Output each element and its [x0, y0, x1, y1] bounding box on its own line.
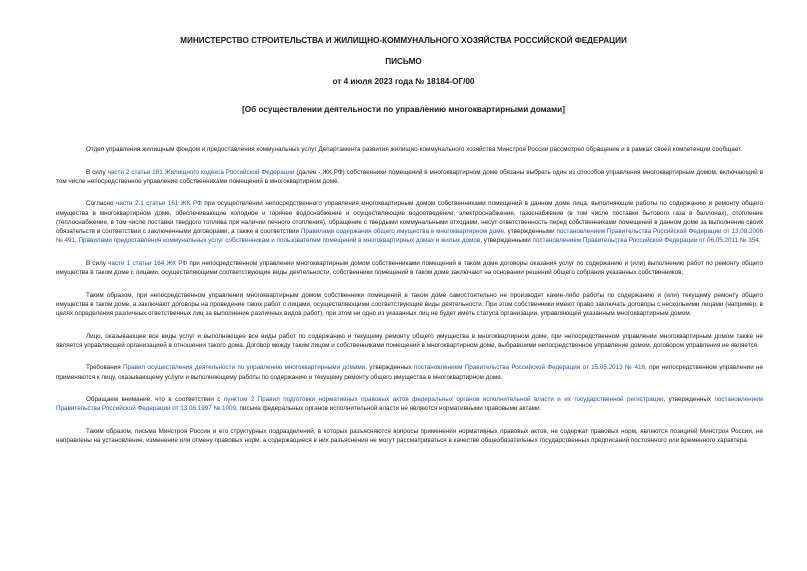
paragraph-3 — [56, 199, 763, 245]
ministry-title: МИНИСТЕРСТВО СТРОИТЕЛЬСТВА И ЖИЛИЩНО-КОММУНАЛЬНОГО ХОЗЯЙСТВА РОССИЙСКОЙ ФЕДЕРАЦИИ — [180, 36, 627, 45]
paragraph-text: Обращаем внимание, что в соответствии с — [86, 396, 224, 404]
legal-reference-link[interactable]: части 2 статьи 161 Жилищного кодекса Российской Федерации — [107, 168, 295, 176]
paragraph-text: , — [75, 237, 79, 245]
paragraph-text: , при непосредственном управлении не применяются к лицу, оказывающему услуги и выполняющему работы по содержанию и текущему ремонту общего имущества в многоквартирном доме. — [56, 364, 763, 381]
paragraph-9 — [56, 427, 763, 445]
paragraph-text: , утвержденных — [663, 396, 715, 404]
paragraph-text: Таким образом, при непосредственном управлении многоквартирным домом собственники помещений в таком доме самостоятельно не производят какие-либо работы по содержанию и (или) текущему ремонту общего имущества в таком доме, а заключают договоры на проведение таких работ с лицами, осуществляющими соответствующие виды деятельности. При этом собственники имеют право заключать договоры с несколькими лицами (например, в целях определения различных ответственных лиц за выполнение различных видов работ), при этом ни одно из указанных лиц не будет иметь статуса организации, управляющей указанным многоквартирным домом. — [56, 291, 763, 317]
document-date-number: от 4 июля 2023 года № 18184-ОГ/00 — [332, 77, 475, 86]
legal-reference-link[interactable]: Правил осуществления деятельности по управлению многоквартирными домами — [123, 364, 366, 372]
legal-reference-link[interactable]: постановлением Правительства Российской Федерации от 13.08.1997 № 1009 — [56, 396, 764, 413]
document-subject: [Об осуществлении деятельности по управлению многоквартирными домами] — [242, 105, 565, 114]
paragraph-text: Требования — [86, 364, 124, 372]
paragraph-4 — [56, 259, 763, 277]
paragraph-text: при непосредственном управлении многоквартирным домом собственниками помещений в таком доме договоры оказания услуг по содержанию и (или) выполнению работ по ремонту общего имущества в таком доме с лицами, осуществляющими соответствующие виды деятельности, собственники помещений в таком доме заключают на основании решений общего собрания указанных собственников. — [56, 259, 764, 276]
paragraph-8 — [56, 395, 763, 413]
legal-reference-link[interactable]: постановлением Правительства Российской Федерации от 06.05.2011 № 354 — [532, 237, 759, 245]
paragraph-7 — [56, 363, 763, 381]
paragraph-text: В силу — [86, 168, 108, 176]
legal-reference-link[interactable]: постановлением Правительства Российской Федерации от 13.08.2006 № 491 — [56, 227, 763, 245]
paragraph-text: , утвержденными — [480, 237, 533, 245]
legal-reference-link[interactable]: Правилами предоставления коммунальных услуг собственникам и пользователям помещений в многоквартирных домах и жилых домов — [78, 237, 481, 245]
paragraph-text: Таким образом, письма Минстроя России и его структурных подразделений, в которых разъясняются вопросы применения нормативных правовых актов, не содержат правовых норм, являются позицией Минстроя России, не направлены на установление, изменение или отмену правовых норм, а содержащиеся в них разъяснения не могут рассматриваться в качестве общеобязательных государственных предписаний постоянного или временного характера. — [56, 427, 763, 445]
legal-reference-link[interactable]: постановлением Правительства Российской Федерации от 15.05.2013 № 416 — [413, 364, 646, 372]
legal-reference-link[interactable]: части 1 статьи 164 ЖК РФ — [108, 259, 188, 267]
paragraph-2 — [56, 168, 763, 186]
document-body — [56, 145, 763, 459]
paragraph-text: , утвержденными — [504, 227, 557, 235]
paragraph-1 — [56, 145, 763, 154]
paragraph-6 — [56, 332, 763, 350]
paragraph-text: . — [758, 237, 761, 245]
paragraph-text: (далее - ЖК РФ) собственники помещений в многоквартирном доме обязаны выбрать один из способов управления многоквартирным домом, включающий в том числе непосредственное управление собственниками помещений в многоквартирном доме. — [56, 168, 763, 185]
paragraph-text: В силу — [86, 259, 109, 267]
paragraph-text: Согласно — [86, 200, 117, 208]
legal-reference-link[interactable]: Правилами содержания общего имущества в многоквартирном доме — [300, 227, 505, 235]
paragraph-text: , утвержденных — [365, 364, 414, 372]
legal-reference-link[interactable]: пунктом 2 Правил подготовки нормативных правовых актов федеральных органов исполнительной власти и их государственной регистрации — [223, 396, 664, 404]
paragraph-text: Лицо, оказывающее все виды услуг и выполняющее все виды работ по содержанию и текущему ремонту общего имущества в многоквартирном доме, при непосредственном управлении многоквартирным домом также не является управляющей организацией в отношении такого дома. Договор между таким лицом и собственниками помещений в многоквартирном доме, выбравшими непосредственное управление домом, договором управления не является. — [56, 332, 763, 349]
legal-reference-link[interactable]: части 2.1 статьи 161 ЖК РФ — [116, 200, 202, 208]
paragraph-5 — [56, 291, 763, 318]
paragraph-text: Отдел управления жилищным фондом и предоставления коммунальных услуг Департамента развития жилищно-коммунального хозяйства Минстроя России рассмотрел обращение и в рамках своей компетенции сообщает. — [86, 146, 743, 153]
document-type: ПИСЬМО — [385, 57, 422, 66]
paragraph-text: , письма федеральных органов исполнительной власти не являются нормативными правовыми актами. — [236, 405, 542, 413]
paragraph-text: при осуществлении непосредственного управления многоквартирным домом собственниками помещений в данном доме лица, выполняющие работы по содержанию и ремонту общего имущества в многоквартирном доме, обеспечивающие холодное и горячее водоснабжение и осуществляющие водоотведение, электроснабжение, газоснабжение (в том числе поставки бытового газа в баллонах), отопление (теплоснабжение, в том числе поставки твердого топлива при наличии печного отопления), обращение с твердыми коммунальными отходами, несут ответственность перед собственниками помещений в данном доме за выполнение своих обязательств в соответствии с заключенными договорами, а также в соответствии — [56, 200, 763, 235]
